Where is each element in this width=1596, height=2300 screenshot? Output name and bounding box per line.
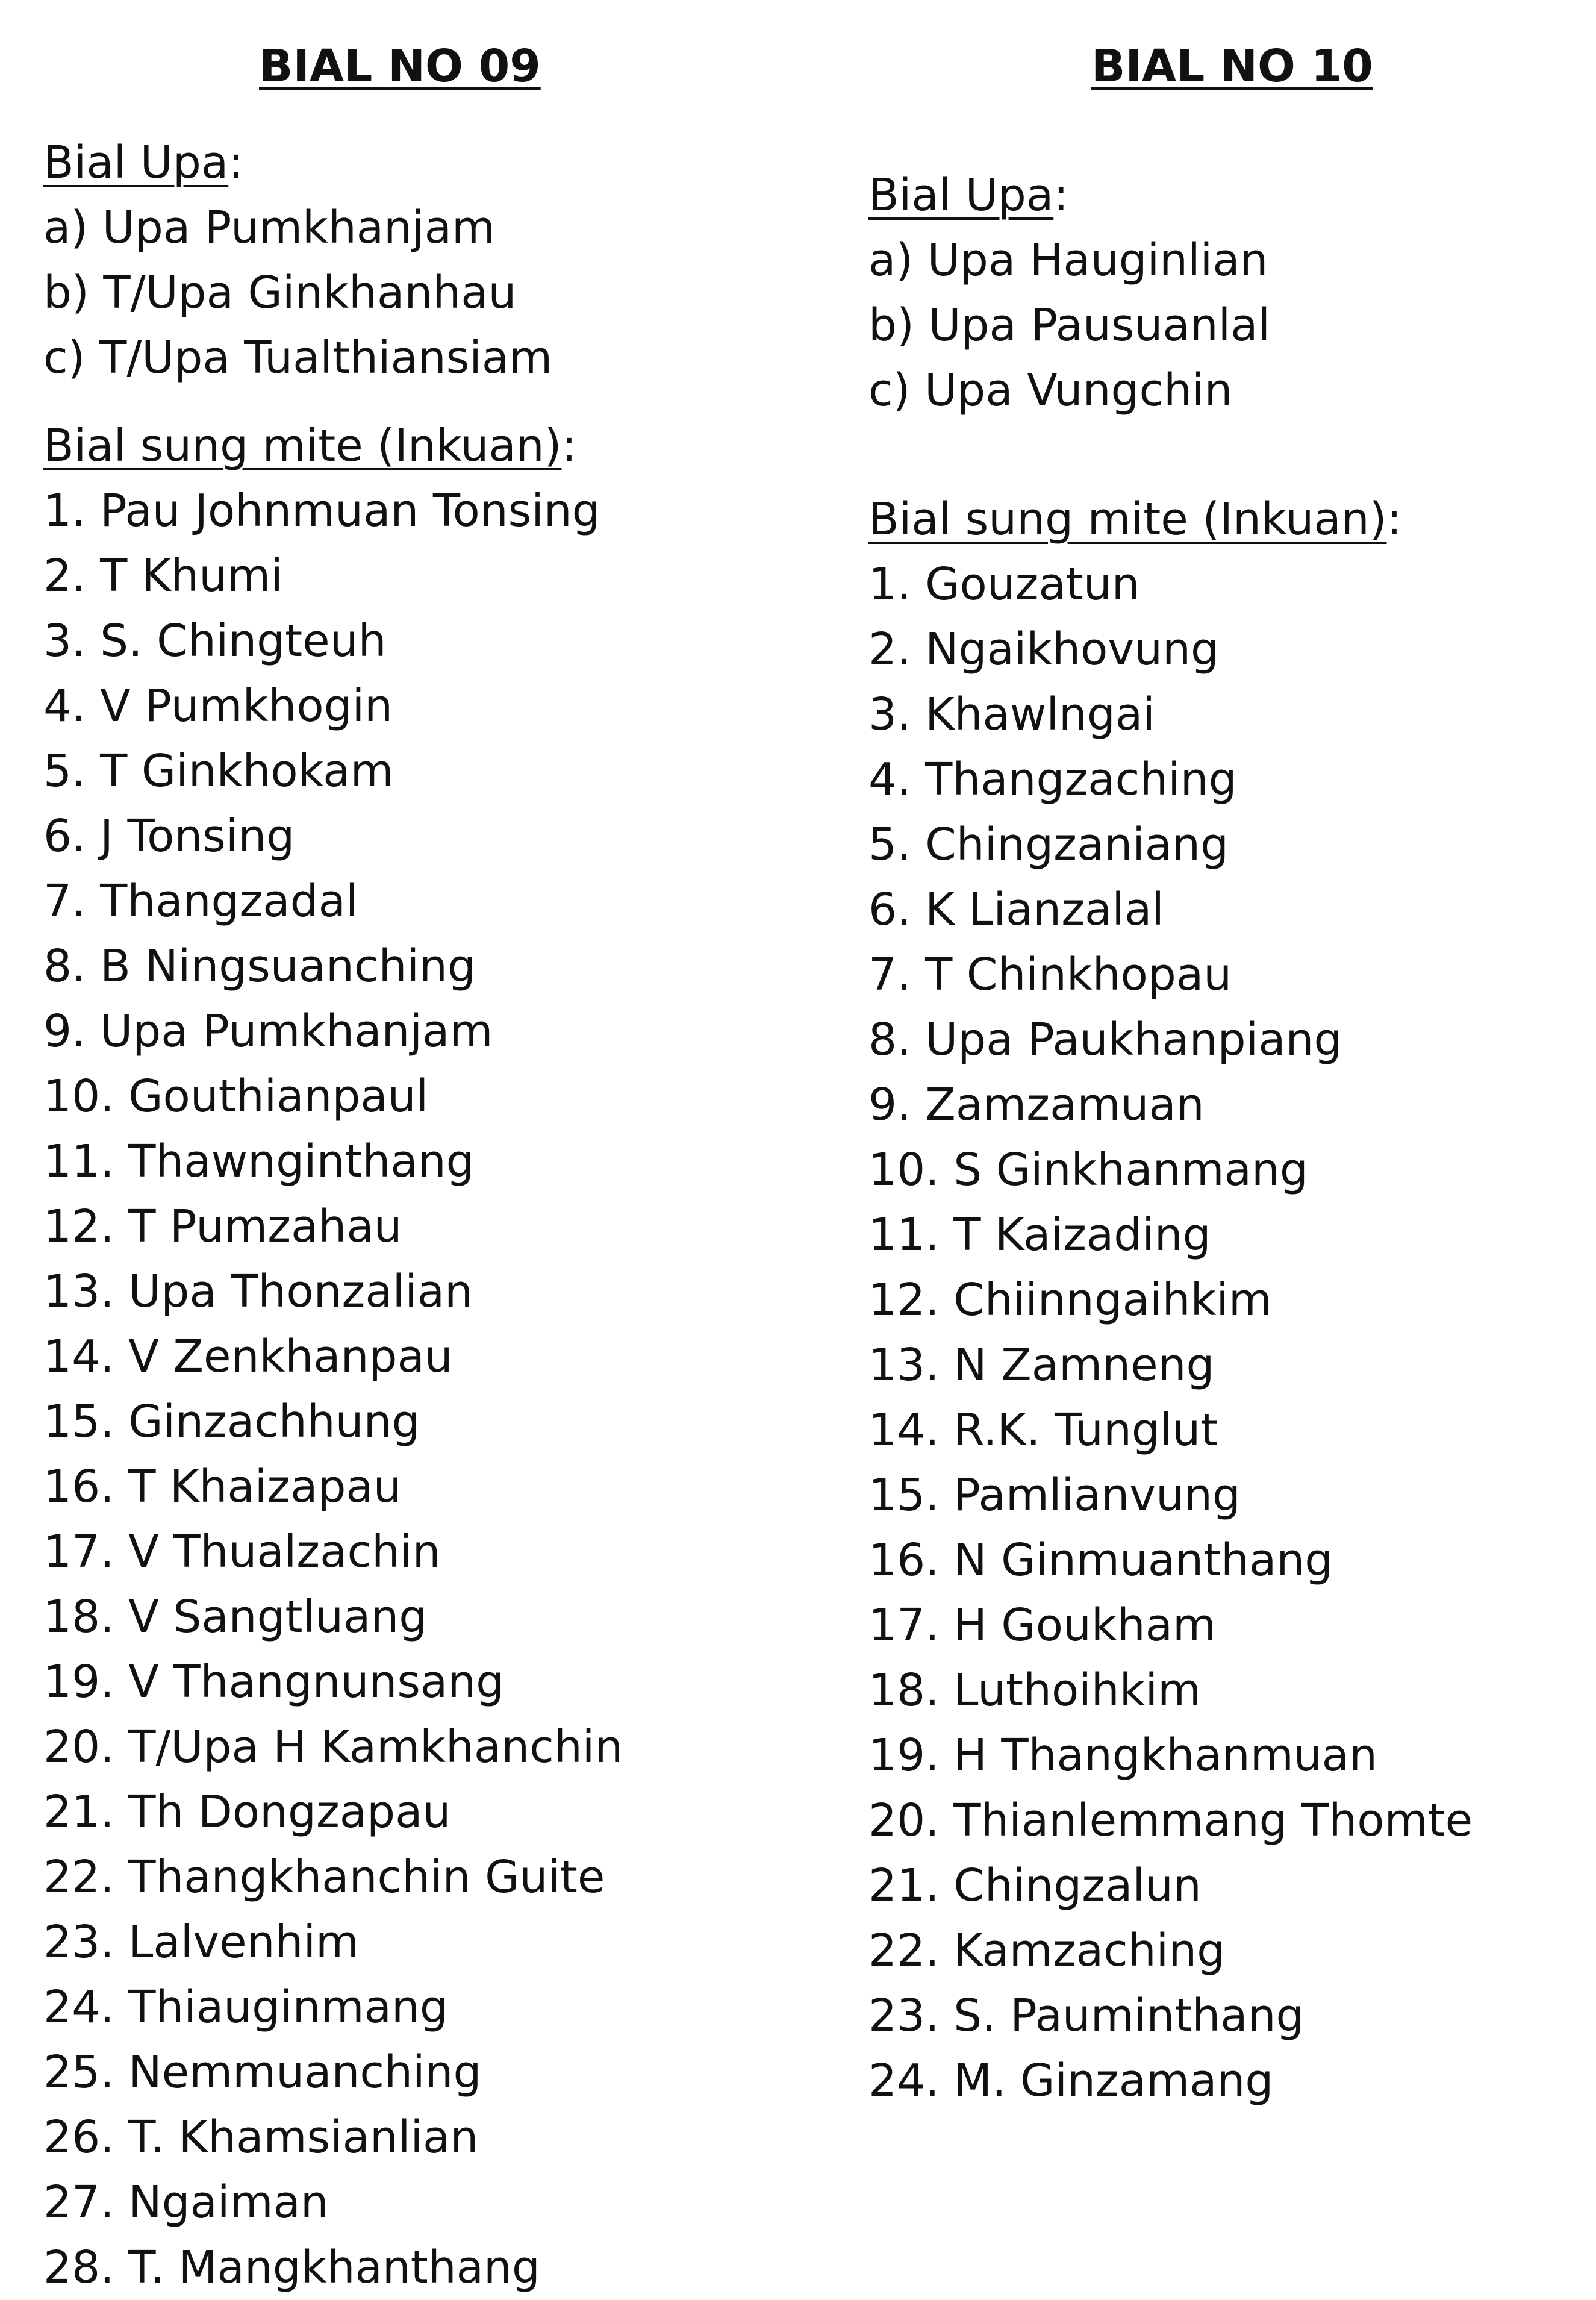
bial-09-upa-item: c) T/Upa Tualthiansiam bbox=[43, 332, 553, 384]
bial-09-member: 18. V Sangtluang bbox=[43, 1591, 428, 1643]
bial-09-member: 9. Upa Pumkhanjam bbox=[43, 1005, 493, 1057]
bial-09-member: 1. Pau Johnmuan Tonsing bbox=[43, 485, 600, 537]
bial-09-members-label: Bial sung mite (Inkuan) bbox=[43, 420, 562, 472]
bial-10-upa-item: b) Upa Pausuanlal bbox=[868, 299, 1271, 351]
bial-10-upa-item: a) Upa Hauginlian bbox=[868, 234, 1268, 286]
bial-10-upa-label: Bial Upa bbox=[868, 169, 1054, 221]
bial-10-member: 18. Luthoihkim bbox=[868, 1664, 1202, 1716]
bial-09-members-colon: : bbox=[561, 420, 577, 472]
bial-09-member: 3. S. Chingteuh bbox=[43, 615, 387, 667]
bial-09-member: 6. J Tonsing bbox=[43, 810, 295, 862]
bial-10-member-list bbox=[868, 552, 1473, 2113]
bial-09-member: 25. Nemmuanching bbox=[43, 2046, 482, 2098]
bial-10-member: 4. Thangzaching bbox=[868, 754, 1237, 805]
bial-10-member: 2. Ngaikhovung bbox=[868, 623, 1219, 675]
bial-10-member: 15. Pamlianvung bbox=[868, 1469, 1241, 1521]
bial-10-members-label: Bial sung mite (Inkuan) bbox=[868, 493, 1387, 545]
bial-09-upa-colon: : bbox=[228, 137, 244, 189]
bial-09-member: 20. T/Upa H Kamkhanchin bbox=[43, 1721, 623, 1773]
bial-09-member: 28. T. Mangkhanthang bbox=[43, 2242, 540, 2293]
bial-09-upa-label-line bbox=[43, 130, 552, 195]
bial-09-upa-item: b) T/Upa Ginkhanhau bbox=[43, 267, 517, 319]
bial-09-members-section bbox=[43, 413, 623, 2300]
bial-09-member: 4. V Pumkhogin bbox=[43, 680, 393, 732]
bial-09-members-label-line bbox=[43, 413, 623, 478]
bial-10-member: 6. K Lianzalal bbox=[868, 884, 1164, 936]
bial-10-member: 24. M. Ginzamang bbox=[868, 2055, 1274, 2107]
bial-09-member: 27. Ngaiman bbox=[43, 2177, 329, 2228]
bial-10-member: 22. Kamzaching bbox=[868, 1925, 1226, 1977]
bial-09-member: 16. T Khaizapau bbox=[43, 1461, 402, 1513]
bial-09-upa-section bbox=[43, 130, 552, 390]
bial-10-member: 21. Chingzalun bbox=[868, 1860, 1202, 1911]
bial-10-member: 3. Khawlngai bbox=[868, 689, 1155, 740]
bial-09-upa-label: Bial Upa bbox=[43, 137, 229, 189]
bial-10-member: 20. Thianlemmang Thomte bbox=[868, 1795, 1473, 1846]
bial-09-upa-item: a) Upa Pumkhanjam bbox=[43, 202, 496, 254]
bial-09-member: 24. Thiauginmang bbox=[43, 1981, 448, 2033]
bial-09-member: 13. Upa Thonzalian bbox=[43, 1266, 473, 1317]
bial-10-upa-section bbox=[868, 163, 1270, 423]
bial-10-member: 17. H Goukham bbox=[868, 1599, 1217, 1651]
bial-09-heading: BIAL NO 09 bbox=[259, 40, 541, 92]
bial-10-member: 7. T Chinkhopau bbox=[868, 949, 1232, 1001]
bial-10-member: 1. Gouzatun bbox=[868, 558, 1140, 610]
bial-10-member: 12. Chiinngaihkim bbox=[868, 1274, 1272, 1326]
bial-10-member: 14. R.K. Tunglut bbox=[868, 1404, 1218, 1456]
bial-09-member: 7. Thangzadal bbox=[43, 875, 358, 927]
bial-09-member: 26. T. Khamsianlian bbox=[43, 2111, 479, 2163]
bial-09-member: 21. Th Dongzapau bbox=[43, 1786, 451, 1838]
bial-09-member: 8. B Ningsuanching bbox=[43, 940, 476, 992]
bial-10-upa-colon: : bbox=[1053, 169, 1069, 221]
bial-09-member: 23. Lalvenhim bbox=[43, 1916, 360, 1968]
bial-09-member: 12. T Pumzahau bbox=[43, 1201, 402, 1252]
bial-10-members-colon: : bbox=[1386, 493, 1402, 545]
bial-10-member: 8. Upa Paukhanpiang bbox=[868, 1014, 1342, 1066]
bial-10-member: 5. Chingzaniang bbox=[868, 819, 1229, 870]
bial-10-heading: BIAL NO 10 bbox=[1091, 40, 1373, 92]
bial-09-member: 10. Gouthianpaul bbox=[43, 1070, 429, 1122]
bial-10-upa-item: c) Upa Vungchin bbox=[868, 364, 1233, 416]
bial-10-members-section bbox=[868, 487, 1473, 2113]
bial-09-member: 11. Thawnginthang bbox=[43, 1136, 475, 1187]
bial-10-member: 13. N Zamneng bbox=[868, 1339, 1215, 1391]
bial-10-member: 11. T Kaizading bbox=[868, 1209, 1211, 1261]
bial-10-member: 23. S. Pauminthang bbox=[868, 1990, 1305, 2042]
bial-09-member: 5. T Ginkhokam bbox=[43, 745, 394, 797]
bial-09-member: 19. V Thangnunsang bbox=[43, 1656, 505, 1708]
bial-10-member: 10. S Ginkhanmang bbox=[868, 1144, 1308, 1196]
bial-10-upa-label-line bbox=[868, 163, 1270, 228]
bial-10-member: 16. N Ginmuanthang bbox=[868, 1534, 1333, 1586]
bial-09-member: 2. T Khumi bbox=[43, 550, 283, 602]
bial-09-member: 14. V Zenkhanpau bbox=[43, 1331, 453, 1383]
bial-10-members-label-line bbox=[868, 487, 1473, 552]
bial-09-member: 22. Thangkhanchin Guite bbox=[43, 1851, 605, 1903]
bial-10-member: 9. Zamzamuan bbox=[868, 1079, 1205, 1131]
bial-09-member: 15. Ginzachhung bbox=[43, 1396, 420, 1448]
bial-10-member: 19. H Thangkhanmuan bbox=[868, 1730, 1377, 1781]
bial-09-member: 17. V Thualzachin bbox=[43, 1526, 441, 1578]
bial-09-member-list bbox=[43, 478, 623, 2300]
